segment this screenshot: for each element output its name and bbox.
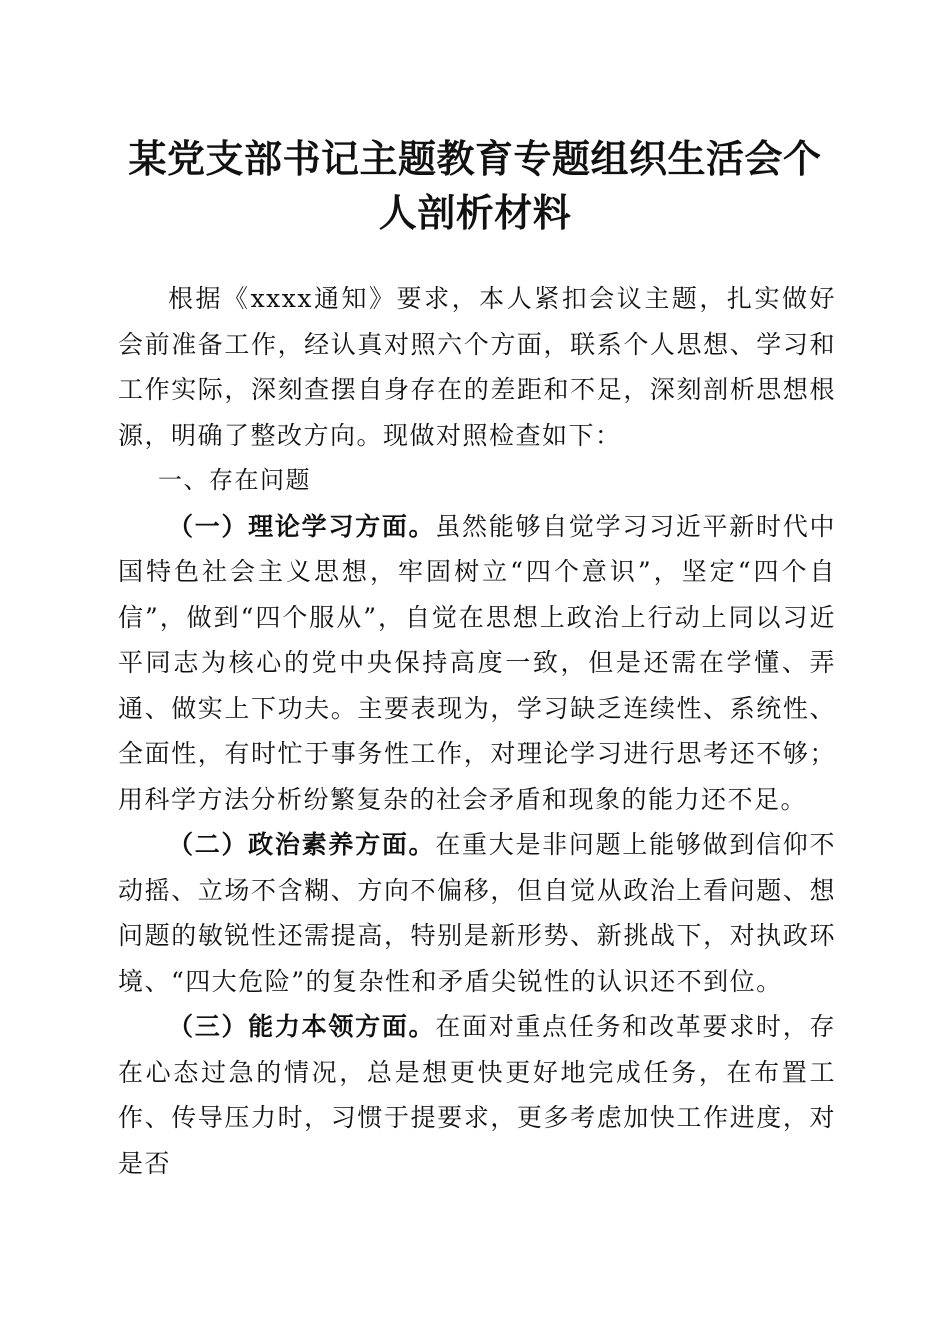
intro-paragraph: 根据《xxxx通知》要求，本人紧扣会议主题，扎实做好会前准备工作，经认真对照六个方面，联系个人思想、学习和工作实际，深刻查摆自身存在的差距和不足，深刻剖析思想根源，明确了整改方向。现做对照检查如下：: [118, 284, 836, 450]
item-political-literacy-lead: （二）政治素养方面。: [168, 830, 436, 859]
document-body: [118, 276, 836, 1186]
item-ability-skills-text: 在面对重点任务和改革要求时，存在心态过急的情况，总是想更快更好地完成任务，在布置工作、传导压力时，习惯于提要求，更多考虑加快工作进度，对是否: [118, 1012, 836, 1178]
item-ability-skills-lead: （三）能力本领方面。: [168, 1012, 436, 1041]
document-title: 某党支部书记主题教育专题组织生活会个人剖析材料: [128, 136, 822, 235]
item-political-literacy: [118, 822, 836, 1004]
item-political-literacy-text: 在重大是非问题上能够做到信仰不动摇、立场不含糊、方向不偏移，但自觉从政治上看问题、想问题的敏锐性还需提高，特别是新形势、新挑战下，对执政环境、“四大危险”的复杂性和矛盾尖锐性的认识还不到位。: [118, 830, 836, 996]
item-theory-study-text: 虽然能够自觉学习习近平新时代中国特色社会主义思想，牢固树立“四个意识”，坚定“四个自信”，做到“四个服从”，自觉在思想上政治上行动上同以习近平同志为核心的党中央保持高度一致，但是还需在学懂、弄通、做实上下功夫。主要表现为，学习缺乏连续性、系统性、全面性，有时忙于事务性工作，对理论学习进行思考还不够；用科学方法分析纷繁复杂的社会矛盾和现象的能力还不足。: [118, 511, 836, 814]
item-theory-study-lead: （一）理论学习方面。: [168, 511, 436, 541]
item-theory-study: [118, 504, 836, 823]
section-heading-problems: 一、存在问题: [158, 466, 311, 494]
item-ability-skills: [118, 1004, 836, 1186]
